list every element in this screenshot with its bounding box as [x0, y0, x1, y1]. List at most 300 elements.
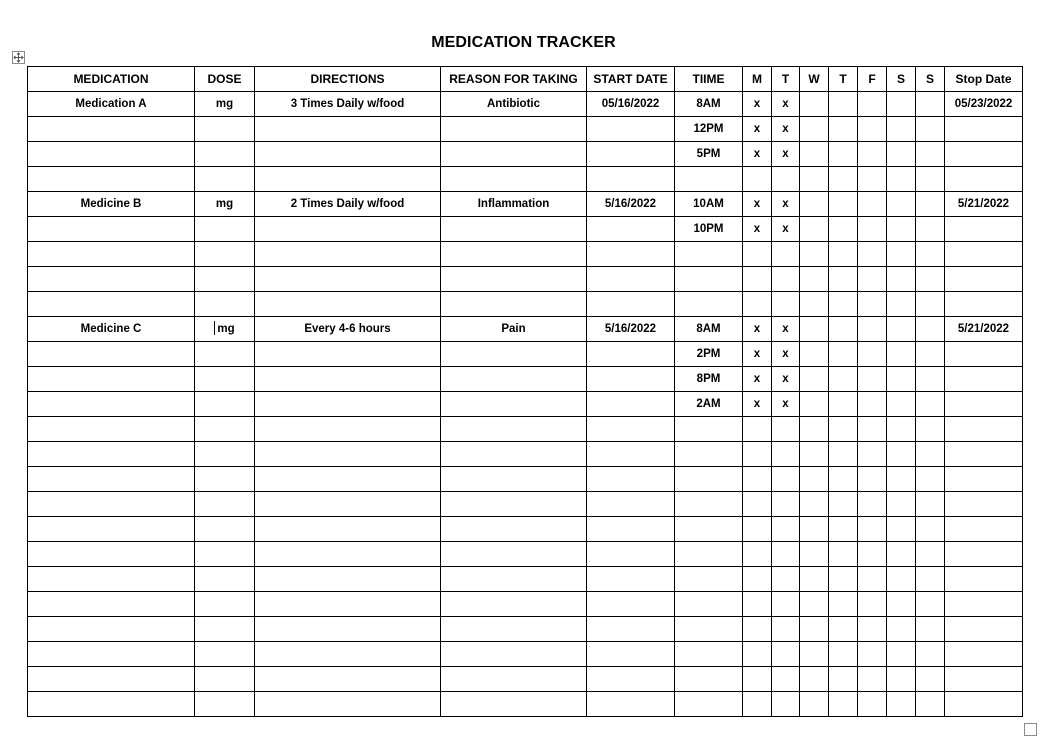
cell-friday[interactable] [858, 442, 887, 467]
cell-medication[interactable] [28, 492, 195, 517]
cell-reason[interactable] [441, 467, 587, 492]
cell-stop-date[interactable]: 05/23/2022 [945, 92, 1023, 117]
cell-saturday[interactable] [887, 467, 916, 492]
cell-saturday[interactable] [887, 692, 916, 717]
cell-time[interactable]: 8AM [675, 317, 743, 342]
cell-start-date[interactable] [587, 267, 675, 292]
cell-medication[interactable]: Medicine B [28, 192, 195, 217]
cell-wednesday[interactable] [800, 542, 829, 567]
cell-friday[interactable] [858, 567, 887, 592]
cell-thursday[interactable] [829, 317, 858, 342]
cell-stop-date[interactable] [945, 667, 1023, 692]
cell-friday[interactable] [858, 467, 887, 492]
cell-directions[interactable] [255, 642, 441, 667]
cell-dose[interactable] [195, 342, 255, 367]
cell-medication[interactable] [28, 267, 195, 292]
cell-friday[interactable] [858, 692, 887, 717]
cell-dose[interactable] [195, 567, 255, 592]
cell-dose[interactable] [195, 667, 255, 692]
cell-wednesday[interactable] [800, 492, 829, 517]
cell-directions[interactable] [255, 417, 441, 442]
cell-friday[interactable] [858, 617, 887, 642]
cell-reason[interactable] [441, 642, 587, 667]
header-thursday[interactable]: T [829, 67, 858, 92]
cell-start-date[interactable] [587, 617, 675, 642]
cell-sunday[interactable] [916, 367, 945, 392]
cell-medication[interactable] [28, 617, 195, 642]
cell-start-date[interactable] [587, 492, 675, 517]
cell-thursday[interactable] [829, 267, 858, 292]
cell-stop-date[interactable] [945, 617, 1023, 642]
cell-start-date[interactable]: 5/16/2022 [587, 192, 675, 217]
cell-reason[interactable] [441, 367, 587, 392]
cell-thursday[interactable] [829, 642, 858, 667]
cell-stop-date[interactable] [945, 442, 1023, 467]
cell-directions[interactable] [255, 617, 441, 642]
cell-tuesday[interactable] [772, 492, 800, 517]
cell-friday[interactable] [858, 142, 887, 167]
cell-start-date[interactable] [587, 592, 675, 617]
cell-stop-date[interactable] [945, 242, 1023, 267]
cell-sunday[interactable] [916, 392, 945, 417]
cell-sunday[interactable] [916, 167, 945, 192]
cell-dose[interactable] [195, 317, 255, 342]
cell-tuesday[interactable]: x [772, 317, 800, 342]
cell-wednesday[interactable] [800, 692, 829, 717]
cell-medication[interactable] [28, 292, 195, 317]
cell-reason[interactable] [441, 167, 587, 192]
cell-start-date[interactable] [587, 567, 675, 592]
cell-medication[interactable] [28, 342, 195, 367]
cell-thursday[interactable] [829, 417, 858, 442]
cell-time[interactable] [675, 592, 743, 617]
cell-saturday[interactable] [887, 542, 916, 567]
cell-time[interactable] [675, 267, 743, 292]
cell-monday[interactable] [743, 242, 772, 267]
cell-stop-date[interactable] [945, 467, 1023, 492]
cell-directions[interactable] [255, 542, 441, 567]
cell-thursday[interactable] [829, 542, 858, 567]
cell-tuesday[interactable]: x [772, 117, 800, 142]
cell-sunday[interactable] [916, 542, 945, 567]
cell-thursday[interactable] [829, 442, 858, 467]
table-move-handle-icon[interactable] [12, 51, 25, 64]
cell-sunday[interactable] [916, 642, 945, 667]
cell-tuesday[interactable] [772, 567, 800, 592]
cell-monday[interactable] [743, 167, 772, 192]
cell-reason[interactable] [441, 617, 587, 642]
cell-start-date[interactable] [587, 642, 675, 667]
cell-friday[interactable] [858, 542, 887, 567]
cell-tuesday[interactable]: x [772, 392, 800, 417]
cell-directions[interactable] [255, 242, 441, 267]
cell-stop-date[interactable] [945, 142, 1023, 167]
cell-time[interactable] [675, 492, 743, 517]
cell-start-date[interactable] [587, 167, 675, 192]
cell-medication[interactable] [28, 392, 195, 417]
cell-monday[interactable]: x [743, 117, 772, 142]
cell-friday[interactable] [858, 217, 887, 242]
cell-dose[interactable] [195, 542, 255, 567]
cell-friday[interactable] [858, 267, 887, 292]
header-stop-date[interactable]: Stop Date [945, 67, 1023, 92]
cell-monday[interactable] [743, 617, 772, 642]
cell-sunday[interactable] [916, 617, 945, 642]
cell-wednesday[interactable] [800, 117, 829, 142]
cell-reason[interactable] [441, 567, 587, 592]
cell-stop-date[interactable] [945, 367, 1023, 392]
cell-directions[interactable]: Every 4-6 hours [255, 317, 441, 342]
cell-friday[interactable] [858, 592, 887, 617]
cell-saturday[interactable] [887, 592, 916, 617]
header-tuesday[interactable]: T [772, 67, 800, 92]
cell-dose[interactable] [195, 417, 255, 442]
cell-saturday[interactable] [887, 92, 916, 117]
cell-monday[interactable]: x [743, 367, 772, 392]
cell-medication[interactable] [28, 567, 195, 592]
cell-friday[interactable] [858, 117, 887, 142]
cell-thursday[interactable] [829, 342, 858, 367]
cell-monday[interactable] [743, 492, 772, 517]
header-monday[interactable]: M [743, 67, 772, 92]
cell-tuesday[interactable] [772, 642, 800, 667]
cell-wednesday[interactable] [800, 192, 829, 217]
cell-medication[interactable] [28, 642, 195, 667]
cell-reason[interactable] [441, 667, 587, 692]
cell-saturday[interactable] [887, 392, 916, 417]
cell-stop-date[interactable] [945, 492, 1023, 517]
cell-tuesday[interactable] [772, 542, 800, 567]
cell-dose[interactable] [195, 167, 255, 192]
cell-wednesday[interactable] [800, 367, 829, 392]
cell-thursday[interactable] [829, 392, 858, 417]
cell-sunday[interactable] [916, 242, 945, 267]
cell-friday[interactable] [858, 367, 887, 392]
cell-tuesday[interactable]: x [772, 92, 800, 117]
cell-reason[interactable] [441, 142, 587, 167]
cell-stop-date[interactable] [945, 267, 1023, 292]
cell-reason[interactable] [441, 517, 587, 542]
cell-stop-date[interactable] [945, 517, 1023, 542]
cell-saturday[interactable] [887, 517, 916, 542]
cell-sunday[interactable] [916, 92, 945, 117]
cell-dose[interactable] [195, 642, 255, 667]
cell-time[interactable] [675, 417, 743, 442]
cell-time[interactable] [675, 442, 743, 467]
cell-monday[interactable] [743, 467, 772, 492]
cell-monday[interactable]: x [743, 342, 772, 367]
cell-medication[interactable] [28, 117, 195, 142]
cell-dose[interactable] [195, 217, 255, 242]
cell-time[interactable]: 10PM [675, 217, 743, 242]
cell-tuesday[interactable] [772, 242, 800, 267]
cell-stop-date[interactable] [945, 217, 1023, 242]
cell-directions[interactable]: 3 Times Daily w/food [255, 92, 441, 117]
cell-friday[interactable] [858, 642, 887, 667]
cell-medication[interactable] [28, 442, 195, 467]
cell-friday[interactable] [858, 317, 887, 342]
cell-saturday[interactable] [887, 217, 916, 242]
cell-reason[interactable] [441, 542, 587, 567]
header-friday[interactable]: F [858, 67, 887, 92]
cell-monday[interactable]: x [743, 92, 772, 117]
cell-wednesday[interactable] [800, 667, 829, 692]
cell-medication[interactable] [28, 367, 195, 392]
cell-medication[interactable] [28, 467, 195, 492]
cell-monday[interactable]: x [743, 142, 772, 167]
cell-wednesday[interactable] [800, 267, 829, 292]
cell-dose[interactable] [195, 442, 255, 467]
cell-friday[interactable] [858, 292, 887, 317]
cell-monday[interactable] [743, 567, 772, 592]
cell-sunday[interactable] [916, 492, 945, 517]
cell-thursday[interactable] [829, 142, 858, 167]
cell-reason[interactable]: Pain [441, 317, 587, 342]
cell-time[interactable] [675, 167, 743, 192]
cell-tuesday[interactable]: x [772, 367, 800, 392]
header-time[interactable]: TIIME [675, 67, 743, 92]
cell-directions[interactable] [255, 442, 441, 467]
cell-medication[interactable] [28, 217, 195, 242]
cell-saturday[interactable] [887, 492, 916, 517]
cell-stop-date[interactable] [945, 592, 1023, 617]
header-directions[interactable]: DIRECTIONS [255, 67, 441, 92]
cell-thursday[interactable] [829, 567, 858, 592]
cell-tuesday[interactable]: x [772, 342, 800, 367]
cell-reason[interactable]: Antibiotic [441, 92, 587, 117]
cell-wednesday[interactable] [800, 442, 829, 467]
cell-dose[interactable] [195, 267, 255, 292]
cell-reason[interactable] [441, 417, 587, 442]
cell-medication[interactable] [28, 167, 195, 192]
cell-reason[interactable] [441, 242, 587, 267]
cell-start-date[interactable] [587, 467, 675, 492]
cell-tuesday[interactable] [772, 517, 800, 542]
cell-saturday[interactable] [887, 142, 916, 167]
cell-start-date[interactable]: 5/16/2022 [587, 317, 675, 342]
cell-friday[interactable] [858, 492, 887, 517]
cell-medication[interactable] [28, 592, 195, 617]
cell-dose[interactable] [195, 367, 255, 392]
cell-thursday[interactable] [829, 517, 858, 542]
cell-saturday[interactable] [887, 417, 916, 442]
cell-monday[interactable] [743, 692, 772, 717]
cell-friday[interactable] [858, 167, 887, 192]
header-reason[interactable]: REASON FOR TAKING [441, 67, 587, 92]
cell-directions[interactable] [255, 267, 441, 292]
cell-reason[interactable] [441, 592, 587, 617]
table-resize-handle-icon[interactable] [1024, 723, 1037, 736]
cell-start-date[interactable] [587, 542, 675, 567]
cell-sunday[interactable] [916, 267, 945, 292]
cell-thursday[interactable] [829, 117, 858, 142]
cell-sunday[interactable] [916, 292, 945, 317]
cell-tuesday[interactable] [772, 617, 800, 642]
cell-monday[interactable]: x [743, 192, 772, 217]
cell-start-date[interactable] [587, 117, 675, 142]
cell-monday[interactable] [743, 417, 772, 442]
cell-time[interactable]: 12PM [675, 117, 743, 142]
cell-friday[interactable] [858, 92, 887, 117]
cell-sunday[interactable] [916, 317, 945, 342]
cell-sunday[interactable] [916, 692, 945, 717]
cell-tuesday[interactable] [772, 667, 800, 692]
cell-directions[interactable] [255, 492, 441, 517]
cell-wednesday[interactable] [800, 167, 829, 192]
cell-saturday[interactable] [887, 567, 916, 592]
cell-dose[interactable] [195, 292, 255, 317]
cell-thursday[interactable] [829, 617, 858, 642]
cell-reason[interactable] [441, 492, 587, 517]
cell-start-date[interactable] [587, 392, 675, 417]
header-medication[interactable]: MEDICATION [28, 67, 195, 92]
cell-dose[interactable] [195, 242, 255, 267]
cell-directions[interactable] [255, 367, 441, 392]
cell-stop-date[interactable] [945, 692, 1023, 717]
cell-stop-date[interactable] [945, 417, 1023, 442]
cell-medication[interactable]: Medication A [28, 92, 195, 117]
cell-thursday[interactable] [829, 667, 858, 692]
cell-friday[interactable] [858, 517, 887, 542]
cell-dose[interactable] [195, 517, 255, 542]
cell-time[interactable]: 8PM [675, 367, 743, 392]
cell-thursday[interactable] [829, 292, 858, 317]
cell-medication[interactable] [28, 242, 195, 267]
cell-friday[interactable] [858, 667, 887, 692]
cell-thursday[interactable] [829, 242, 858, 267]
cell-monday[interactable]: x [743, 217, 772, 242]
cell-dose[interactable] [195, 117, 255, 142]
cell-saturday[interactable] [887, 367, 916, 392]
cell-wednesday[interactable] [800, 417, 829, 442]
cell-start-date[interactable] [587, 142, 675, 167]
cell-dose[interactable]: mg [195, 192, 255, 217]
cell-start-date[interactable] [587, 342, 675, 367]
cell-directions[interactable] [255, 667, 441, 692]
header-saturday[interactable]: S [887, 67, 916, 92]
cell-medication[interactable] [28, 692, 195, 717]
cell-thursday[interactable] [829, 217, 858, 242]
cell-thursday[interactable] [829, 467, 858, 492]
cell-start-date[interactable] [587, 442, 675, 467]
cell-monday[interactable] [743, 292, 772, 317]
cell-monday[interactable] [743, 592, 772, 617]
cell-sunday[interactable] [916, 442, 945, 467]
cell-directions[interactable]: 2 Times Daily w/food [255, 192, 441, 217]
cell-tuesday[interactable] [772, 417, 800, 442]
cell-start-date[interactable] [587, 667, 675, 692]
cell-start-date[interactable] [587, 367, 675, 392]
cell-stop-date[interactable] [945, 542, 1023, 567]
cell-directions[interactable] [255, 467, 441, 492]
cell-saturday[interactable] [887, 317, 916, 342]
cell-saturday[interactable] [887, 667, 916, 692]
cell-stop-date[interactable] [945, 392, 1023, 417]
cell-monday[interactable]: x [743, 317, 772, 342]
cell-monday[interactable] [743, 642, 772, 667]
cell-thursday[interactable] [829, 92, 858, 117]
cell-tuesday[interactable] [772, 267, 800, 292]
cell-time[interactable] [675, 242, 743, 267]
cell-wednesday[interactable] [800, 617, 829, 642]
cell-time[interactable]: 10AM [675, 192, 743, 217]
cell-wednesday[interactable] [800, 142, 829, 167]
cell-reason[interactable] [441, 292, 587, 317]
cell-monday[interactable] [743, 542, 772, 567]
cell-time[interactable] [675, 692, 743, 717]
cell-reason[interactable] [441, 267, 587, 292]
cell-saturday[interactable] [887, 242, 916, 267]
cell-directions[interactable] [255, 167, 441, 192]
cell-tuesday[interactable] [772, 292, 800, 317]
cell-saturday[interactable] [887, 292, 916, 317]
cell-dose[interactable] [195, 692, 255, 717]
cell-sunday[interactable] [916, 567, 945, 592]
cell-thursday[interactable] [829, 592, 858, 617]
cell-monday[interactable]: x [743, 392, 772, 417]
cell-stop-date[interactable] [945, 117, 1023, 142]
cell-dose[interactable] [195, 467, 255, 492]
cell-sunday[interactable] [916, 342, 945, 367]
cell-friday[interactable] [858, 342, 887, 367]
cell-time[interactable] [675, 467, 743, 492]
cell-reason[interactable] [441, 217, 587, 242]
cell-thursday[interactable] [829, 192, 858, 217]
cell-medication[interactable]: Medicine C [28, 317, 195, 342]
cell-directions[interactable] [255, 142, 441, 167]
cell-time[interactable] [675, 642, 743, 667]
cell-thursday[interactable] [829, 692, 858, 717]
cell-wednesday[interactable] [800, 292, 829, 317]
cell-medication[interactable] [28, 667, 195, 692]
cell-directions[interactable] [255, 217, 441, 242]
cell-sunday[interactable] [916, 217, 945, 242]
cell-start-date[interactable] [587, 292, 675, 317]
cell-sunday[interactable] [916, 517, 945, 542]
cell-time[interactable] [675, 542, 743, 567]
cell-saturday[interactable] [887, 642, 916, 667]
cell-start-date[interactable] [587, 692, 675, 717]
cell-time[interactable]: 2PM [675, 342, 743, 367]
cell-friday[interactable] [858, 417, 887, 442]
cell-reason[interactable] [441, 117, 587, 142]
cell-dose[interactable] [195, 617, 255, 642]
cell-stop-date[interactable] [945, 567, 1023, 592]
cell-wednesday[interactable] [800, 92, 829, 117]
cell-medication[interactable] [28, 417, 195, 442]
cell-directions[interactable] [255, 567, 441, 592]
cell-start-date[interactable]: 05/16/2022 [587, 92, 675, 117]
cell-wednesday[interactable] [800, 342, 829, 367]
cell-dose[interactable] [195, 392, 255, 417]
cell-tuesday[interactable]: x [772, 217, 800, 242]
cell-time[interactable] [675, 517, 743, 542]
cell-reason[interactable] [441, 342, 587, 367]
cell-start-date[interactable] [587, 517, 675, 542]
cell-friday[interactable] [858, 192, 887, 217]
cell-start-date[interactable] [587, 417, 675, 442]
cell-sunday[interactable] [916, 467, 945, 492]
cell-time[interactable] [675, 667, 743, 692]
cell-monday[interactable] [743, 517, 772, 542]
cell-wednesday[interactable] [800, 517, 829, 542]
cell-time[interactable] [675, 292, 743, 317]
cell-directions[interactable] [255, 292, 441, 317]
cell-friday[interactable] [858, 242, 887, 267]
header-wednesday[interactable]: W [800, 67, 829, 92]
cell-dose[interactable] [195, 592, 255, 617]
cell-saturday[interactable] [887, 267, 916, 292]
